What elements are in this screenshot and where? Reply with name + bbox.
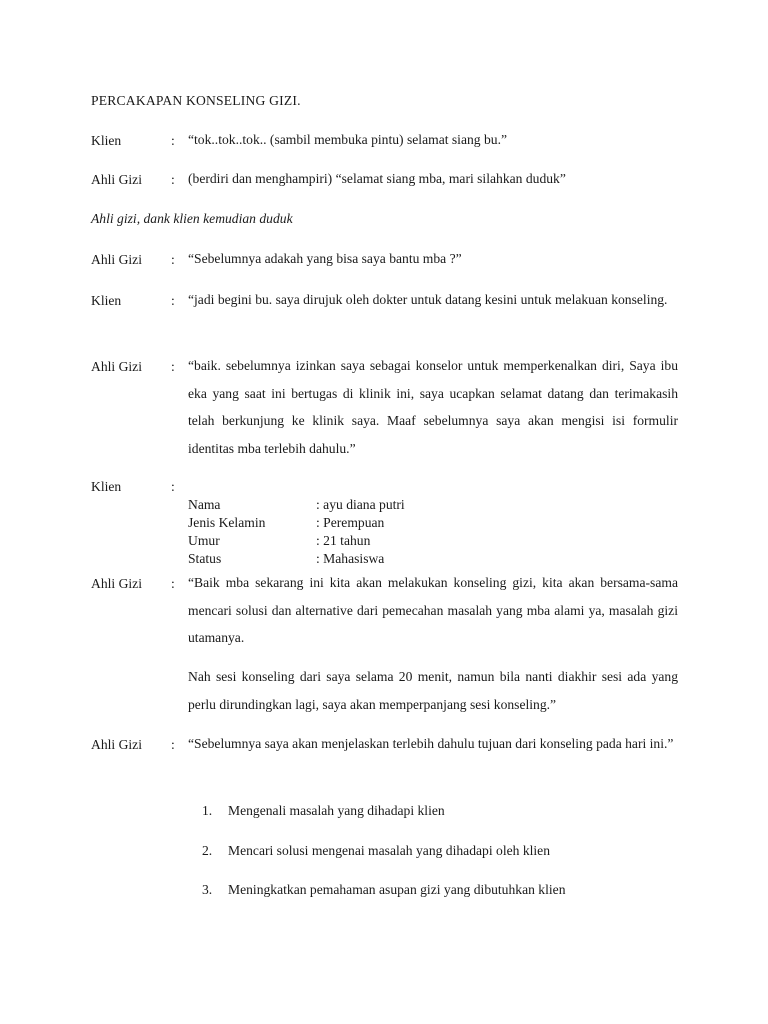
identity-value: : Mahasiswa (316, 551, 385, 566)
stage-direction: Ahli gizi, dank klien kemudian duduk (91, 211, 293, 226)
speaker-label: Ahli Gizi (91, 359, 142, 374)
identity-label: Nama (188, 497, 221, 512)
speaker-colon: : (171, 359, 175, 374)
speaker-label: Ahli Gizi (91, 576, 142, 591)
list-text: Mencari solusi mengenai masalah yang dihadapi oleh klien (228, 843, 551, 858)
dialogue-text: (berdiri dan menghampiri) “selamat siang mba, mari silahkan duduk” (188, 171, 566, 186)
dialogue-text: “jadi begini bu. saya dirujuk oleh dokter untuk datang kesini untuk melakuan konseling. (188, 292, 668, 307)
document-title: PERCAKAPAN KONSELING GIZI. (91, 93, 301, 108)
dialogue-text: “Sebelumnya saya akan menjelaskan terlebih dahulu tujuan dari konseling pada hari ini.” (188, 736, 674, 751)
list-number: 1. (202, 803, 213, 818)
speaker-colon: : (171, 576, 175, 591)
list-text: Mengenali masalah yang dihadapi klien (228, 803, 445, 818)
speaker-colon: : (171, 172, 175, 187)
speaker-label: Klien (91, 479, 122, 494)
identity-value: : Perempuan (316, 515, 385, 530)
dialogue-text: “Baik mba sekarang ini kita akan melakukan konseling gizi, kita akan bersama-sama mencari solusi dan alternative dari pemecahan masalah yang mba alami ya, masalah gizi utamanya. (188, 575, 678, 645)
list-number: 2. (202, 843, 213, 858)
identity-label: Status (188, 551, 222, 566)
speaker-label: Ahli Gizi (91, 737, 142, 752)
speaker-colon: : (171, 252, 175, 267)
identity-label: Umur (188, 533, 220, 548)
list-text: Meningkatkan pemahaman asupan gizi yang dibutuhkan klien (228, 882, 566, 897)
speaker-colon: : (171, 133, 175, 148)
speaker-colon: : (171, 293, 175, 308)
speaker-colon: : (171, 479, 175, 494)
identity-value: : 21 tahun (316, 533, 371, 548)
speaker-label: Klien (91, 293, 122, 308)
speaker-label: Ahli Gizi (91, 252, 142, 267)
dialogue-text: “baik. sebelumnya izinkan saya sebagai konselor untuk memperkenalkan diri, Saya ibu eka yang saat ini bertugas di klinik ini, saya ucapkan selamat datang dan terimakasih telah berkunjung ke klinik saya. Maaf sebelumnya saya akan mengisi isi formulir identitas mba terlebih dahulu.” (188, 358, 678, 456)
identity-value: : ayu diana putri (316, 497, 405, 512)
list-number: 3. (202, 882, 213, 897)
dialogue-text: “tok..tok..tok.. (sambil membuka pintu) selamat siang bu.” (188, 132, 508, 147)
speaker-label: Ahli Gizi (91, 172, 142, 187)
dialogue-text: “Sebelumnya adakah yang bisa saya bantu mba ?” (188, 251, 462, 266)
identity-label: Jenis Kelamin (188, 515, 266, 530)
dialogue-text-continued: Nah sesi konseling dari saya selama 20 menit, namun bila nanti diakhir sesi ada yang perlu dirundingkan lagi, saya akan memperpanjang sesi konseling.” (188, 669, 678, 712)
speaker-colon: : (171, 737, 175, 752)
speaker-label: Klien (91, 133, 122, 148)
